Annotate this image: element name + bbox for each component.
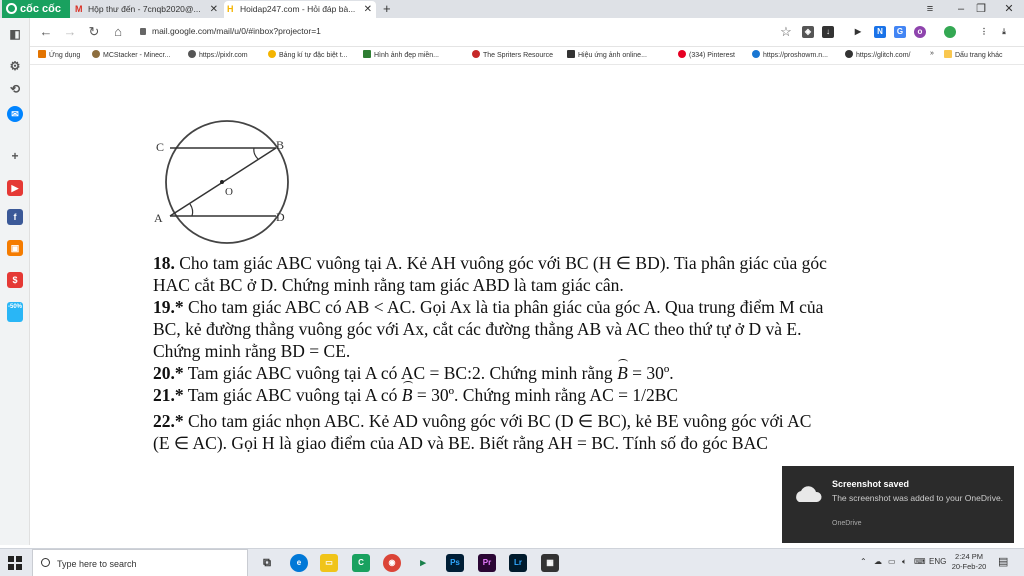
- center-point: [220, 180, 224, 184]
- bookmark-label: The Spriters Resource: [483, 52, 554, 59]
- search-placeholder: Type here to search: [57, 559, 137, 569]
- bookmark-label: MCStacker - Minecr...: [103, 52, 171, 59]
- pinterest-icon: [678, 50, 686, 58]
- problem-22-line: [153, 410, 913, 432]
- task-view-icon[interactable]: ⧉: [263, 557, 271, 569]
- problem-text: Chứng minh rằng BD = CE.: [153, 341, 351, 361]
- forward-icon[interactable]: →: [63, 24, 77, 39]
- flag-icon[interactable]: ▶: [854, 27, 862, 36]
- toast-body: The screenshot was added to your OneDrive.: [832, 493, 1004, 503]
- tab-close-icon[interactable]: ✕: [363, 4, 372, 15]
- bookmark-label: https://proshowm.n...: [763, 52, 828, 59]
- problem-19-line: [153, 318, 913, 340]
- label-b: B: [276, 138, 285, 152]
- problems-text: [153, 252, 913, 454]
- bookmark-item[interactable]: [92, 50, 170, 59]
- clock-time: 2:24 PM: [955, 552, 983, 561]
- taskbar: [0, 548, 1024, 576]
- tray-language[interactable]: ENG: [929, 557, 947, 566]
- circle-figure: [150, 120, 290, 245]
- star-icon[interactable]: ☆: [780, 24, 792, 39]
- bookmark-apps[interactable]: [38, 50, 80, 59]
- bookmark-other[interactable]: [944, 50, 1002, 59]
- bookmark-item[interactable]: [678, 50, 735, 59]
- tray-cloud-icon[interactable]: ☁: [874, 557, 882, 566]
- app-icon[interactable]: ▸: [420, 557, 426, 569]
- premiere-icon[interactable]: Pr: [478, 554, 496, 572]
- bookmark-icon: [188, 50, 196, 58]
- translate-icon[interactable]: G: [894, 26, 906, 38]
- tray-chevron-icon[interactable]: ⌃: [860, 557, 867, 566]
- messenger-icon[interactable]: ✉: [7, 106, 23, 122]
- problem-text: Cho tam giác ABC vuông tại A. Kẻ AH vuông góc với BC (H ∈ BD). Tia phân giác của góc: [179, 253, 827, 273]
- clock-date: 20-Feb-20: [951, 562, 987, 571]
- problem-text: Tam giác ABC vuông tại A có: [187, 385, 402, 405]
- problem-19-line: [153, 340, 913, 362]
- coccoc-taskbar-icon[interactable]: C: [352, 554, 370, 572]
- download-icon[interactable]: ↓: [822, 26, 834, 38]
- coccoc-icon: [6, 3, 17, 14]
- youtube-icon[interactable]: ▶: [7, 180, 23, 196]
- problem-18-line: [153, 274, 913, 296]
- problem-number: 20.*: [153, 363, 184, 383]
- browser-logo[interactable]: [2, 0, 70, 18]
- problem-21-line: [153, 384, 913, 406]
- bookmark-label: https://glitch.com/: [856, 52, 911, 59]
- bookmark-icon: [363, 50, 371, 58]
- sidebar: [0, 18, 30, 545]
- windows-start-icon[interactable]: [8, 556, 22, 570]
- problem-18-line: [153, 252, 913, 274]
- label-a: A: [154, 211, 163, 225]
- chrome-icon[interactable]: ◉: [383, 554, 401, 572]
- bookmark-item[interactable]: [752, 50, 828, 59]
- angle-symbol: B: [401, 385, 413, 405]
- edge-icon[interactable]: e: [290, 554, 308, 572]
- toast-app: OneDrive: [832, 520, 862, 527]
- toast-title: Screenshot saved: [832, 479, 910, 489]
- bookmark-icon: [472, 50, 480, 58]
- notification-icon[interactable]: ▤: [998, 556, 1009, 568]
- hoidap-icon: H: [227, 4, 234, 14]
- problem-number: 18.: [153, 253, 175, 273]
- problem-text: = 30º. Chứng minh rằng AC = 1/2BC: [412, 385, 679, 405]
- problem-text: = 30º.: [627, 363, 674, 383]
- bookmark-label: Dấu trang khác: [955, 52, 1003, 59]
- add-icon[interactable]: +: [11, 149, 19, 163]
- cloud-icon: [791, 484, 823, 504]
- bookmark-item[interactable]: [188, 50, 248, 59]
- bookmark-item[interactable]: [472, 50, 553, 59]
- apps-icon: [38, 50, 46, 58]
- facebook-icon[interactable]: f: [7, 209, 23, 225]
- shield-icon[interactable]: ◈: [802, 26, 814, 38]
- folder-icon: [944, 50, 952, 58]
- problem-text: BC, kẻ đường thẳng vuông góc với Ax, cắt các đường thẳng AB và AC theo thứ tự ở D và E.: [153, 319, 802, 339]
- minimize-button[interactable]: –: [957, 3, 965, 15]
- problem-text: Cho tam giác nhọn ABC. Kẻ AD vuông góc với BC (D ∈ BC), kẻ BE vuông góc với AC: [188, 411, 812, 431]
- problem-text: Tam giác ABC vuông tại A có AC = BC:2. Chứng minh rằng: [187, 363, 618, 383]
- coupon-icon[interactable]: $: [7, 272, 23, 288]
- close-window-button[interactable]: ✕: [1004, 3, 1014, 15]
- bookmark-item[interactable]: [845, 50, 910, 59]
- search-icon: [41, 558, 50, 567]
- angle-symbol: B: [617, 363, 628, 383]
- url-text: mail.google.com/mail/u/0/#inbox?projector=1: [152, 26, 321, 36]
- extension-icon[interactable]: N: [874, 26, 886, 38]
- maximize-button[interactable]: ❐: [976, 3, 986, 15]
- tab-gmail[interactable]: [72, 1, 222, 18]
- problem-20-line: [153, 362, 913, 384]
- problem-number: 19.*: [153, 297, 184, 317]
- tray-keyboard-icon[interactable]: ⌨: [914, 557, 926, 566]
- bookmark-label: (334) Pinterest: [689, 52, 735, 59]
- url-field[interactable]: [140, 26, 321, 36]
- tab-hoidap-label: Hoidap247.com - Hỏi đáp bà...: [240, 4, 356, 14]
- browser-name: cốc cốc: [20, 3, 61, 15]
- tab-bar: [0, 0, 1024, 18]
- menu-icon[interactable]: ≡: [926, 3, 934, 15]
- lock-icon: [140, 28, 146, 35]
- file-explorer-icon[interactable]: ▭: [320, 554, 338, 572]
- bookmark-icon: [567, 50, 575, 58]
- problem-22-line: [153, 432, 913, 454]
- bookmark-item[interactable]: [567, 50, 647, 59]
- label-d: D: [276, 210, 285, 224]
- bookmark-icon: [268, 50, 276, 58]
- taskbar-clock[interactable]: [948, 552, 990, 572]
- bookmark-icon: [752, 50, 760, 58]
- tray-volume-icon[interactable]: 🔈︎: [902, 557, 907, 566]
- bookmark-icon: [92, 50, 100, 58]
- lightroom-icon[interactable]: Lr: [509, 554, 527, 572]
- extension-icon[interactable]: o: [914, 26, 926, 38]
- onedrive-toast[interactable]: [782, 466, 1014, 543]
- more-bookmarks-icon[interactable]: »: [930, 50, 934, 57]
- sidebar-toggle-icon[interactable]: ◧: [9, 27, 21, 41]
- calculator-icon[interactable]: ▦: [541, 554, 559, 572]
- settings-icon[interactable]: ⚙: [9, 59, 21, 73]
- problem-text: Cho tam giác ABC có AB < AC. Gọi Ax là tia phân giác của góc A. Qua trung điểm M của: [188, 297, 824, 317]
- problem-number: 22.*: [153, 411, 184, 431]
- photoshop-icon[interactable]: Ps: [446, 554, 464, 572]
- reload-icon[interactable]: ↻: [88, 24, 100, 39]
- bookmark-icon: [845, 50, 853, 58]
- tray-battery-icon[interactable]: ▭: [888, 557, 896, 566]
- address-bar: [0, 18, 1024, 47]
- bookmark-item[interactable]: [363, 50, 439, 59]
- bookmark-label: Bảng kí tự đặc biệt t...: [279, 52, 348, 59]
- home-icon[interactable]: ⌂: [114, 24, 122, 39]
- discount-icon[interactable]: -50%: [7, 302, 23, 322]
- bookmark-label: Ứng dụng: [49, 52, 81, 59]
- tab-gmail-label: Hộp thư đến - 7cnqb2020@...: [88, 4, 201, 14]
- tab-close-icon[interactable]: ✕: [209, 4, 218, 15]
- bookmarks-bar: [30, 47, 1024, 65]
- bookmark-label: https://pixlr.com: [199, 52, 248, 59]
- bookmark-label: Hình ảnh đẹp miền...: [374, 52, 439, 59]
- problem-text: HAC cắt BC ở D. Chứng minh rằng tam giác ABD là tam giác cân.: [153, 275, 624, 295]
- problem-19-line: [153, 296, 913, 318]
- tab-hoidap[interactable]: [224, 1, 376, 18]
- bookmark-label: Hiệu ứng ảnh online...: [578, 52, 647, 59]
- problem-number: 21.*: [153, 385, 184, 405]
- history-icon[interactable]: ⟲: [9, 82, 21, 96]
- label-c: C: [156, 140, 165, 154]
- new-tab-button[interactable]: +: [383, 1, 391, 16]
- circle: [166, 121, 288, 243]
- gmail-icon: M: [75, 4, 83, 14]
- taskbar-search[interactable]: [32, 549, 248, 576]
- problem-text: (E ∈ AC). Gọi H là giao điểm của AD và BE. Biết rằng AH = BC. Tính số đo góc BAC: [153, 433, 768, 453]
- back-icon[interactable]: ←: [39, 24, 53, 39]
- more-icon[interactable]: ⋮: [980, 27, 988, 36]
- label-o: O: [225, 186, 233, 198]
- avatar[interactable]: [944, 26, 956, 38]
- download-icon[interactable]: ⤓: [1002, 27, 1006, 36]
- bookmark-item[interactable]: [268, 50, 348, 59]
- shopping-icon[interactable]: ▣: [7, 240, 23, 256]
